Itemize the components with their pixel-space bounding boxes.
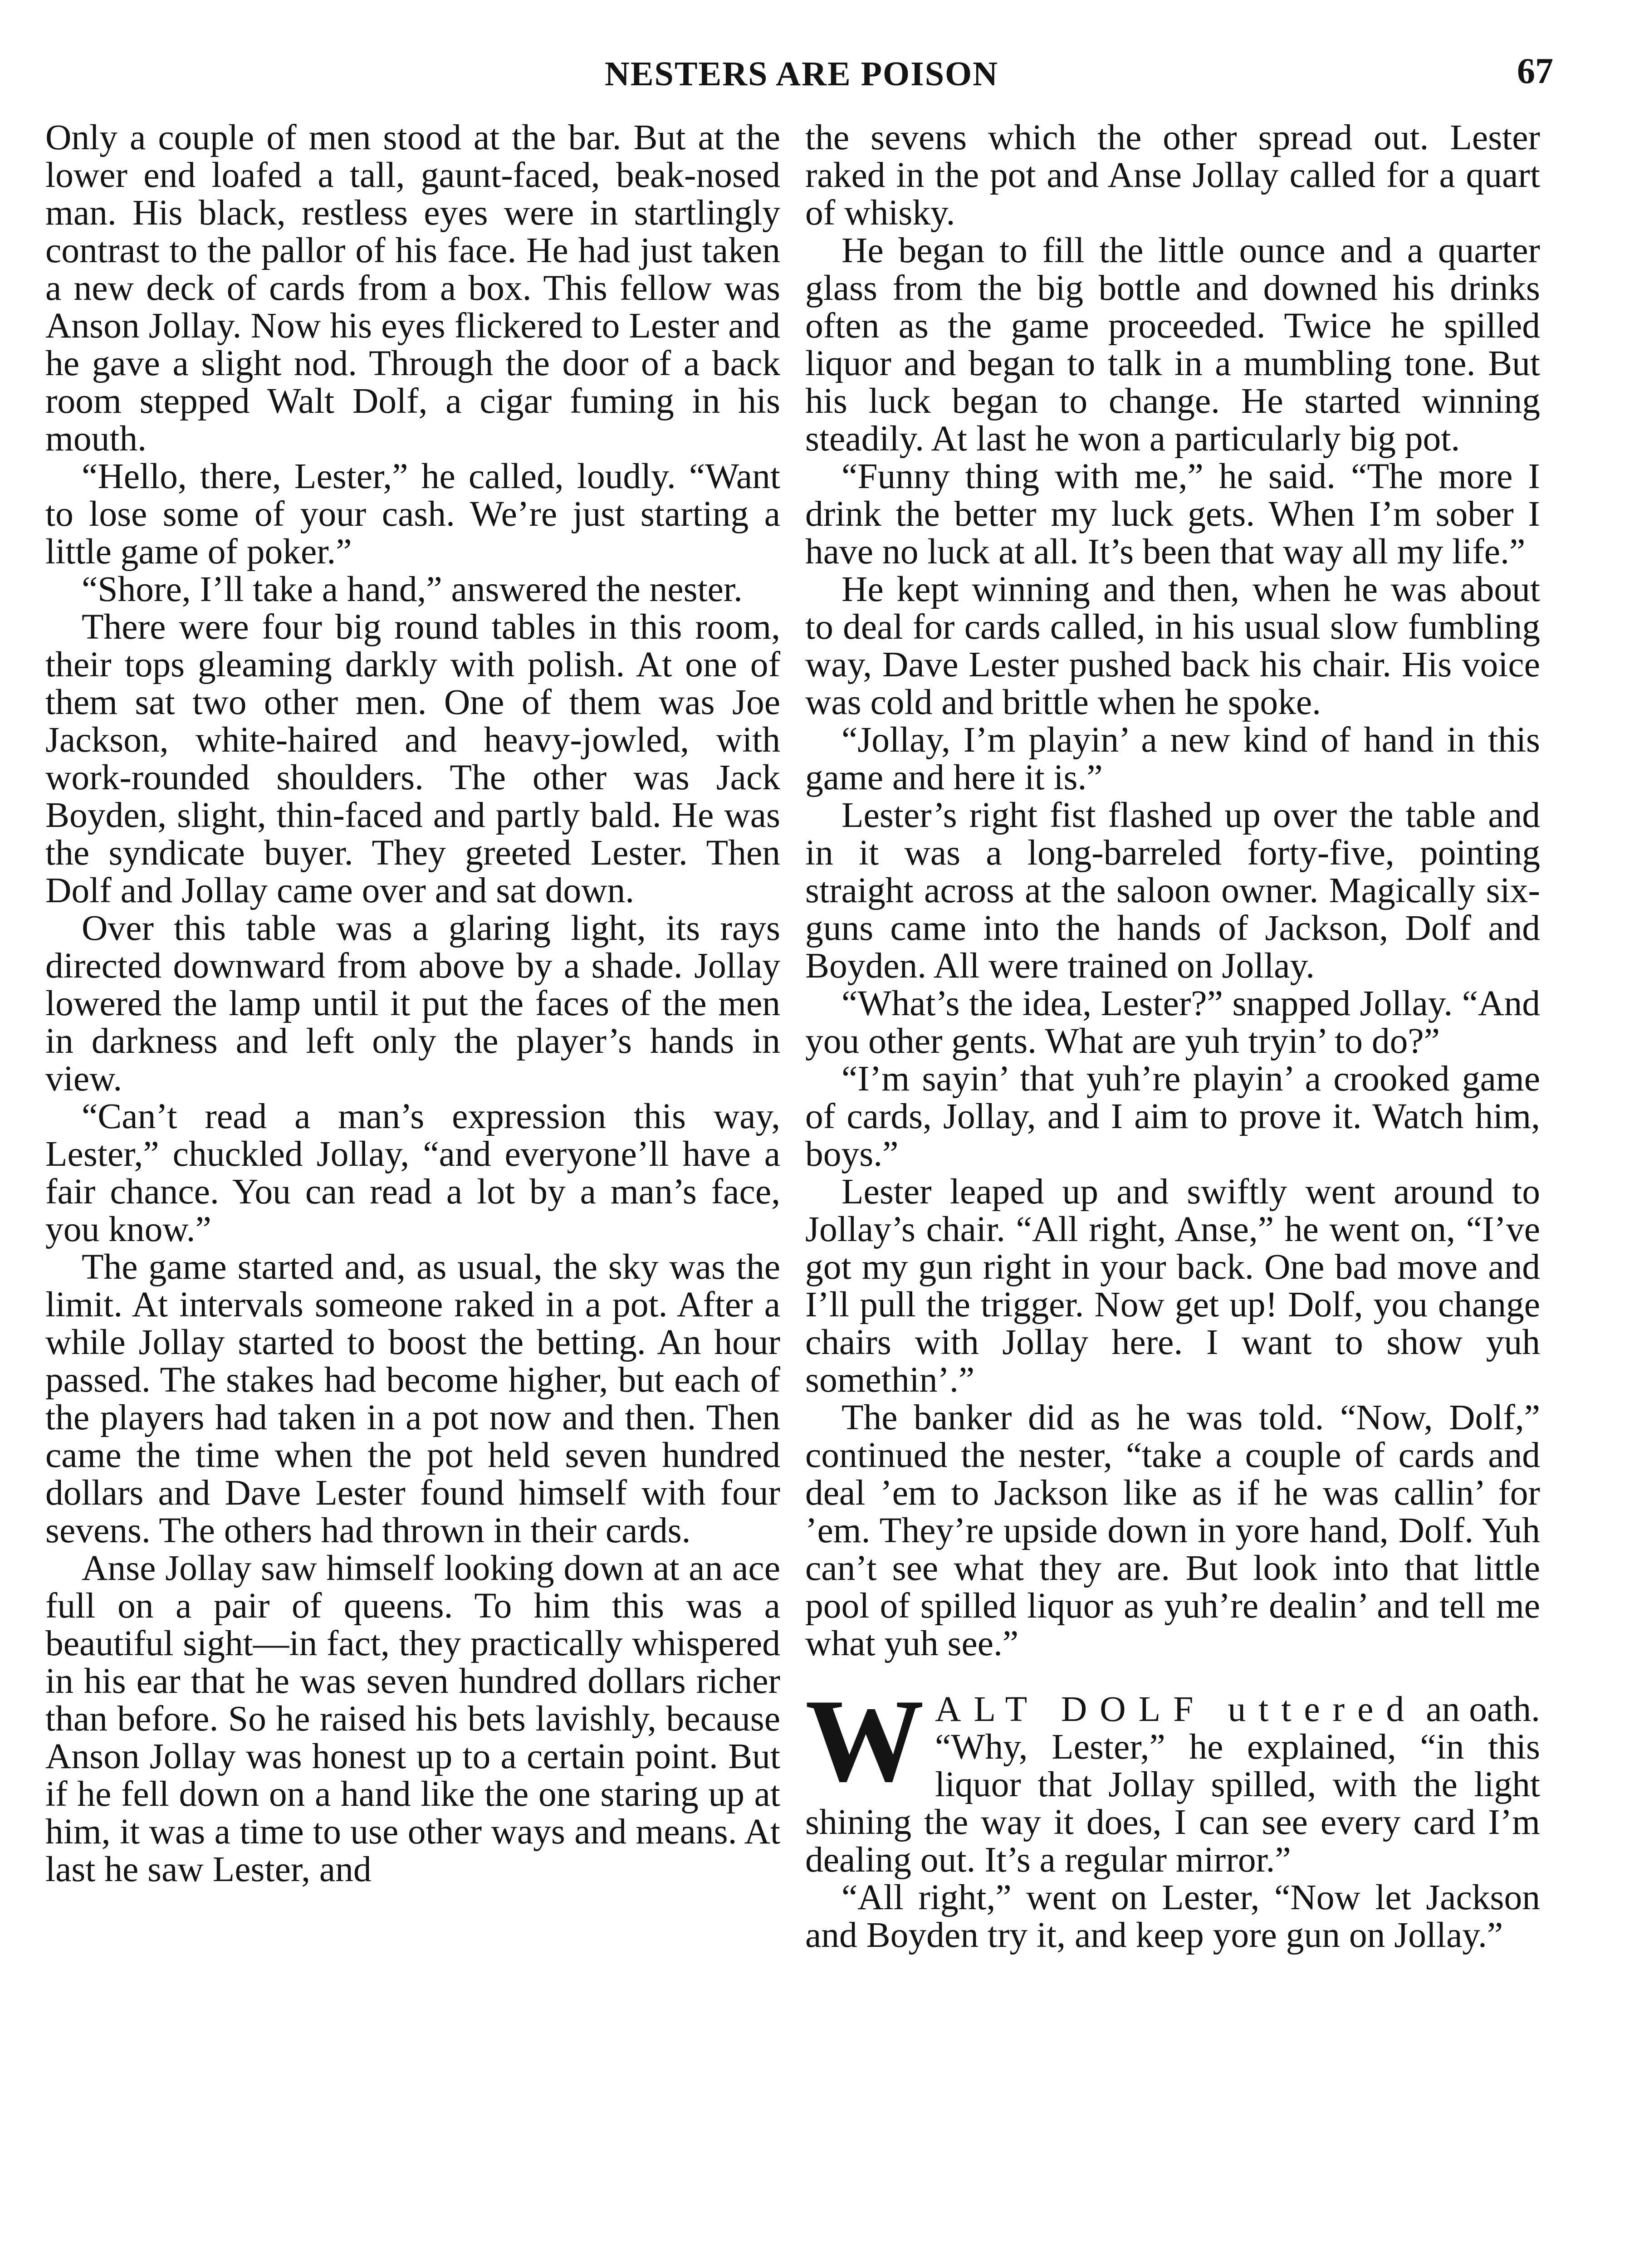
dropcap-lead-text: ALT DOLF uttered (935, 1689, 1417, 1729)
paragraph: The banker did as he was told. “Now, Dolf,” continued the nester, “take a couple of cards and deal ’em to Jackson like as if he was callin’ for ’em. They’re upside down in yore hand, Dolf. Yuh can’t see what they are. But look into that little pool of spilled liquor as yuh’re dealin’ and tell me what yuh see.” (805, 1398, 1540, 1663)
page-header (50, 51, 1553, 104)
drop-cap: W (805, 1675, 924, 1806)
dropcap-rest-text: an oath. “Why, Lester,” he explained, “in this liquor that Jollay spilled, with the light shining the way it does, I can see every card I’m dealing out. It’s a regular mirror.” (805, 1689, 1540, 1880)
paragraph: There were four big round tables in this room, their tops gleaming darkly with polish. At one of them sat two other men. One of them was Joe Jackson, white-haired and heavy-jowled, with work-rounded shoulders. The other was Jack Boyden, slight, thin-faced and partly bald. He was the syndicate buyer. They greeted Lester. Then Dolf and Jollay came over and sat down. (45, 607, 780, 910)
dropcap-paragraph (805, 1675, 1540, 1880)
right-column (805, 119, 1540, 1954)
paragraph: Only a couple of men stood at the bar. But at the lower end loafed a tall, gaunt-faced, beak-nosed man. His black, restless eyes were in startlingly contrast to the pallor of his face. He had just taken a new deck of cards from a box. This fellow was Anson Jollay. Now his eyes flickered to Lester and he gave a slight nod. Through the door of a back room stepped Walt Dolf, a cigar fuming in his mouth. (45, 117, 780, 459)
paragraph: “I’m sayin’ that yuh’re playin’ a crooked game of cards, Jollay, and I aim to prove it. Watch him, boys.” (805, 1059, 1540, 1174)
paragraph: Over this table was a glaring light, its rays directed downward from above by a shade. Jollay lowered the lamp until it put the faces of the men in darkness and left only the player’s hands in view. (45, 908, 780, 1099)
paragraph: Lester’s right fist flashed up over the table and in it was a long-barreled forty-five, pointing straight across at the saloon owner. Magically six-guns came into the hands of Jackson, Dolf and Boyden. All were trained on Jollay. (805, 795, 1540, 986)
paragraph: The game started and, as usual, the sky was the limit. At intervals someone raked in a pot. After a while Jollay started to boost the betting. An hour passed. The stakes had become higher, but each of the players had taken in a pot now and then. Then came the time when the pot held seven hundred dollars and Dave Lester found himself with four sevens. The others had thrown in their cards. (45, 1247, 780, 1550)
paragraph: Anse Jollay saw himself looking down at an ace full on a pair of queens. To him this was a beautiful sight—in fact, they practically whispered in his ear that he was seven hundred dollars richer than before. So he raised his bets lavishly, because Anson Jollay was honest up to a certain point. But if he fell down on a hand like the one staring up at him, it was a time to use other ways and means. At last he saw Lester, and (45, 1548, 780, 1889)
paragraph: He kept winning and then, when he was about to deal for cards called, in his usual slow fumbling way, Dave Lester pushed back his chair. His voice was cold and brittle when he spoke. (805, 569, 1540, 722)
page-number: 67 (1517, 51, 1553, 91)
paragraph: “Funny thing with me,” he said. “The more I drink the better my luck gets. When I’m sober I have no luck at all. It’s been that way all my life.” (805, 456, 1540, 572)
paragraph: Lester leaped up and swiftly went around to Jollay’s chair. “All right, Anse,” he went on, “I’ve got my gun right in your back. One bad move and I’ll pull the trigger. Now get up! Dolf, you change chairs with Jollay here. I want to show yuh somethin’.” (805, 1172, 1540, 1400)
paragraph: “Jollay, I’m playin’ a new kind of hand in this game and here it is.” (805, 720, 1540, 797)
running-head: NESTERS ARE POISON (604, 55, 999, 93)
paragraph: “Hello, there, Lester,” he called, loudly. “Want to lose some of your cash. We’re just starting a little game of poker.” (45, 456, 780, 572)
paragraph: “Shore, I’ll take a hand,” answered the nester. (82, 569, 743, 609)
paragraph: “What’s the idea, Lester?” snapped Jollay. “And you other gents. What are yuh tryin’ to do?” (805, 983, 1540, 1061)
paragraph: He began to fill the little ounce and a quarter glass from the big bottle and downed his drinks often as the game proceeded. Twice he spilled liquor and began to talk in a mumbling tone. But his luck began to change. He started winning steadily. At last he won a particularly big pot. (805, 230, 1540, 459)
paragraph: “Can’t read a man’s expression this way, Lester,” chuckled Jollay, “and everyone’ll have a fair chance. You can read a lot by a man’s face, you know.” (45, 1096, 780, 1249)
left-column (45, 119, 780, 1888)
paragraph: “All right,” went on Lester, “Now let Jackson and Boyden try it, and keep yore gun on Jollay.” (805, 1877, 1540, 1955)
paragraph: the sevens which the other spread out. Lester raked in the pot and Anse Jollay called for a quart of whisky. (805, 117, 1540, 233)
